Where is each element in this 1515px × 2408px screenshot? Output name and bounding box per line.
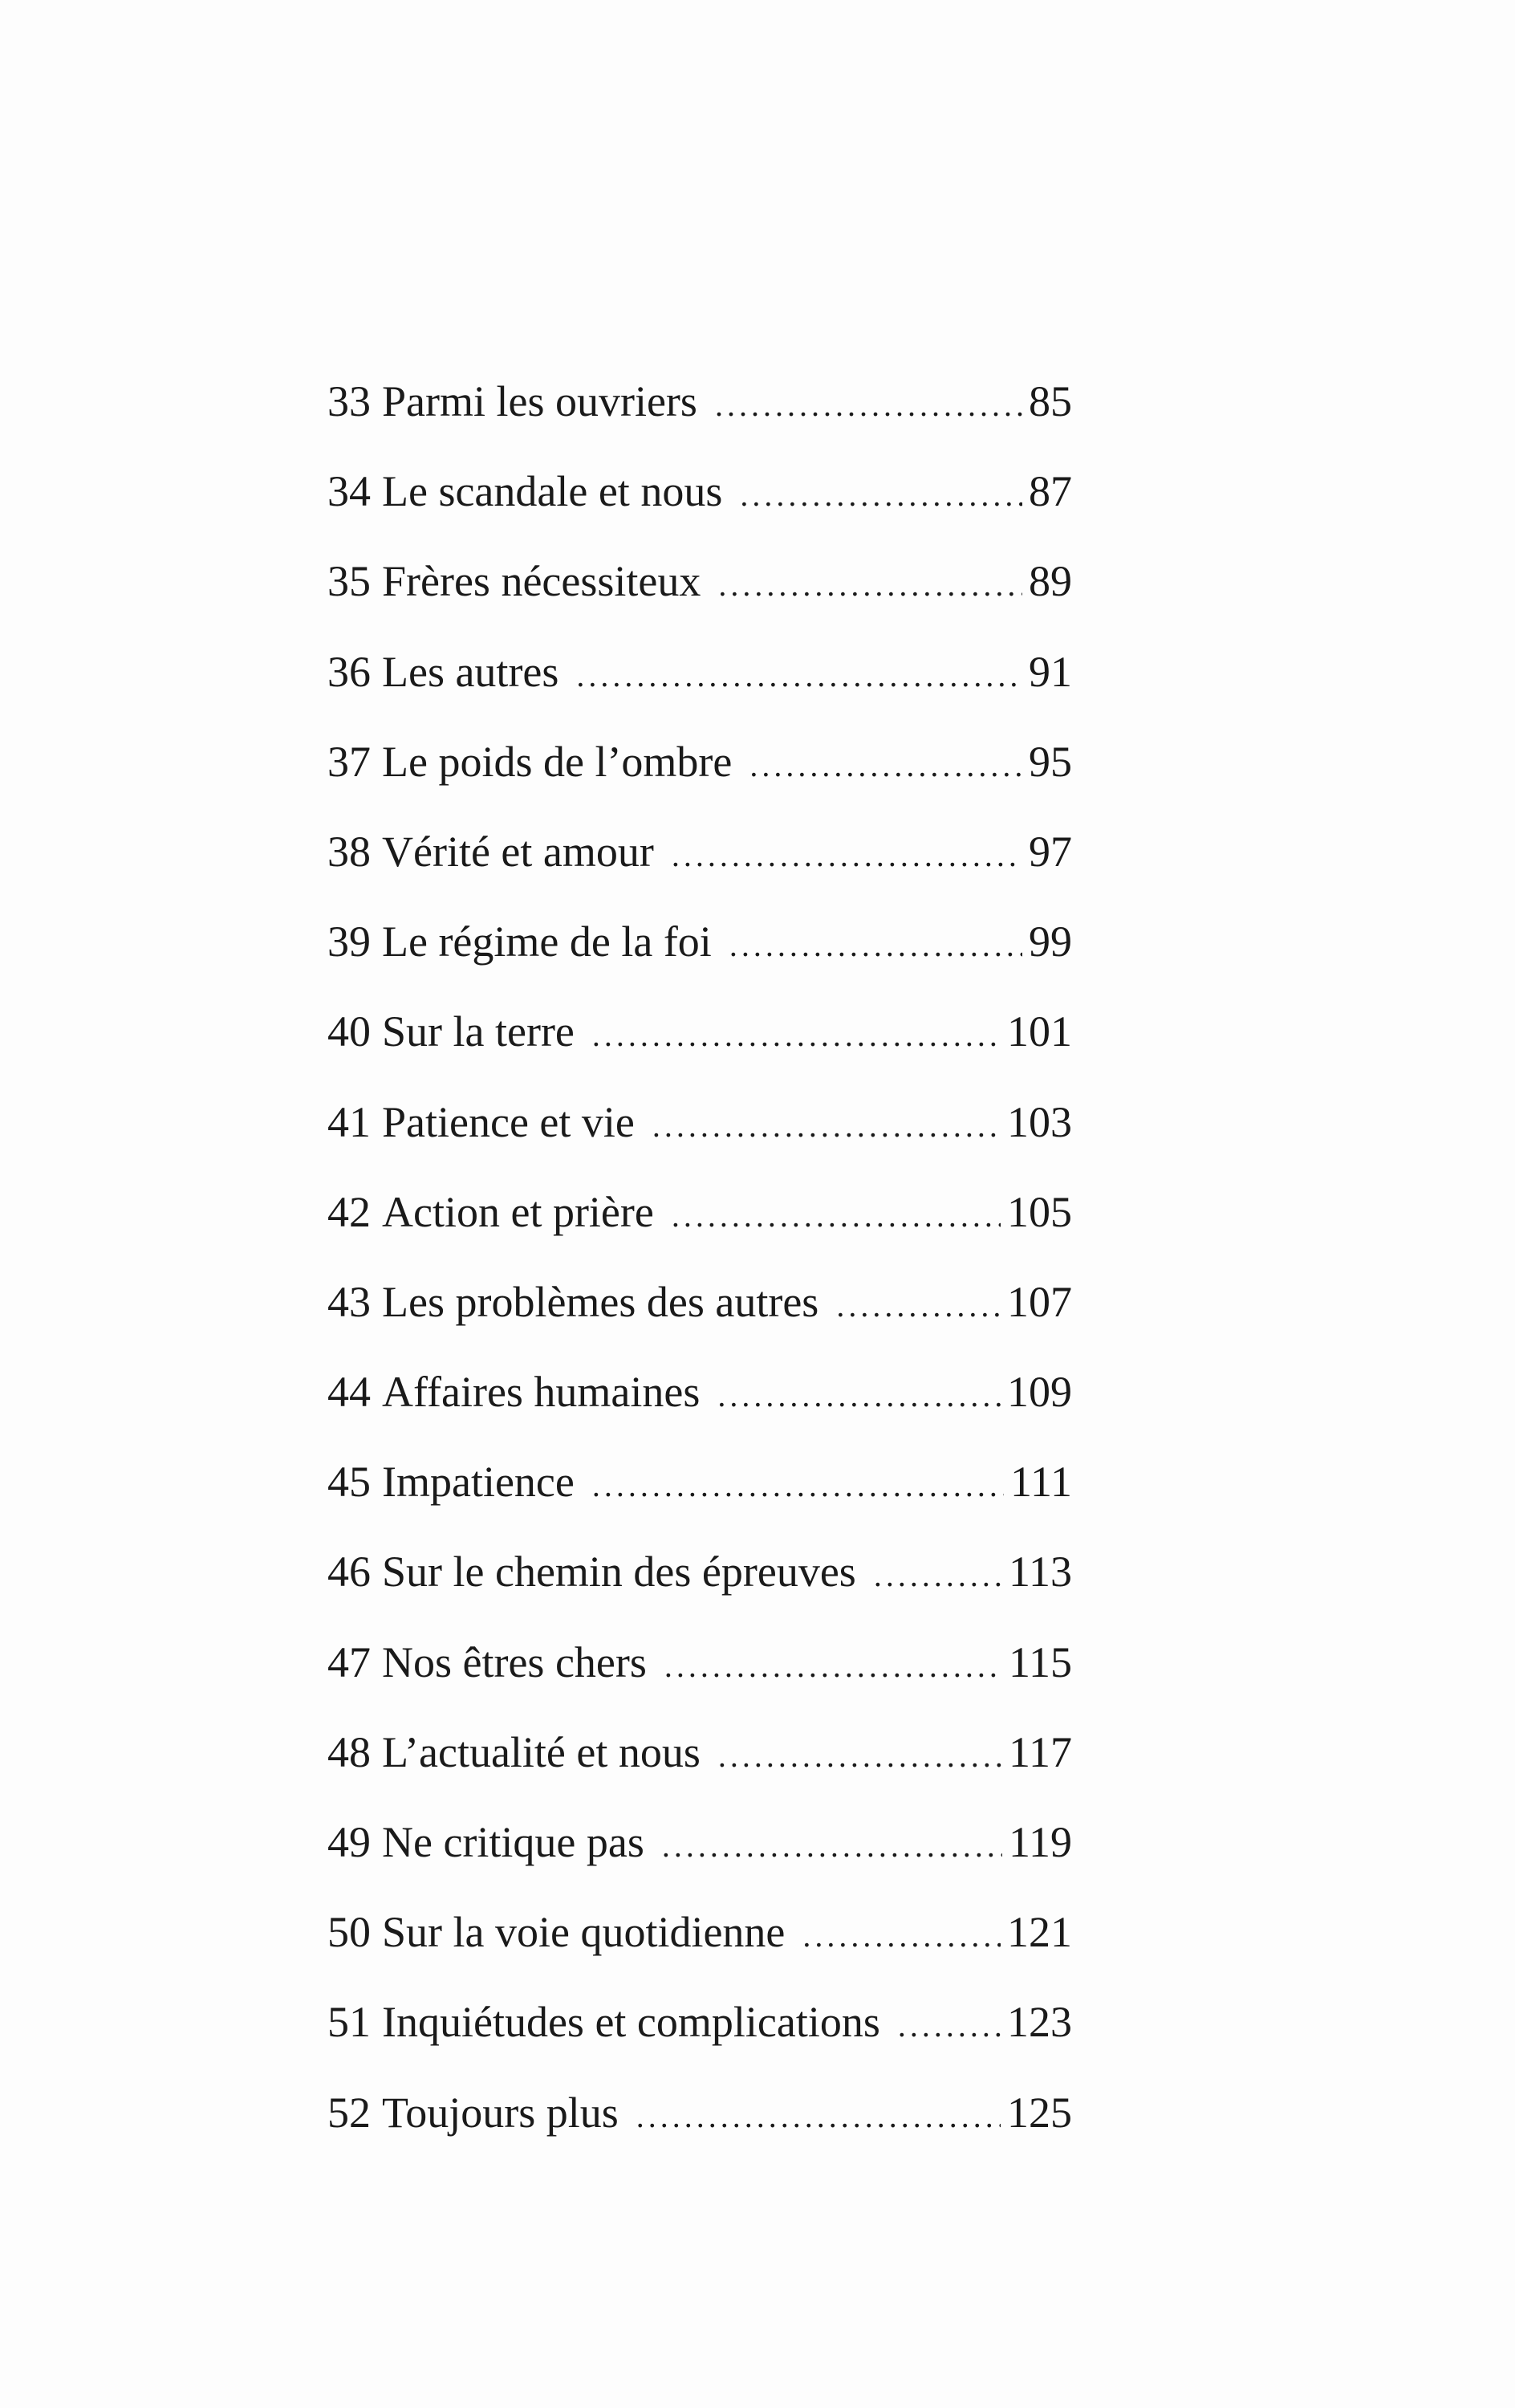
toc-entry-page: 125 [1007, 2088, 1072, 2137]
toc-entry-page: 111 [1010, 1458, 1072, 1507]
toc-entry-number: 38 [327, 827, 371, 876]
dot-leader [729, 921, 1022, 970]
toc-entry-title: Parmi les ouvriers [382, 377, 697, 425]
toc-entry-title: Affaires humaines [382, 1368, 701, 1417]
toc-entry-page: 85 [1029, 377, 1072, 425]
toc-entry [327, 1548, 1072, 1637]
toc-entry-title: Ne critique pas [382, 1818, 644, 1866]
toc-entry-title: Les autres [382, 647, 559, 696]
toc-entry-number: 36 [327, 647, 371, 696]
toc-entry-page: 87 [1029, 467, 1072, 516]
toc-entry-number: 40 [327, 1007, 371, 1056]
dot-leader [664, 1642, 1002, 1690]
dot-leader [672, 1192, 1001, 1240]
toc-entry [327, 1728, 1072, 1818]
toc-entry-title: Impatience [382, 1458, 575, 1507]
dot-leader [874, 1552, 1002, 1600]
toc-entry-page: 115 [1009, 1637, 1072, 1686]
toc-entry-title: Sur le chemin des épreuves [382, 1548, 856, 1597]
toc-entry-number: 42 [327, 1187, 371, 1236]
toc-entry [327, 467, 1072, 557]
toc-entry-page: 107 [1007, 1277, 1072, 1326]
dot-leader [592, 1462, 1004, 1510]
toc-entry [327, 1638, 1072, 1728]
toc-entry-page: 97 [1029, 827, 1072, 876]
toc-entry [327, 1998, 1072, 2088]
toc-entry-number: 49 [327, 1818, 371, 1866]
toc-entry-title: Inquiétudes et complications [382, 1998, 880, 2047]
toc-entry-title: Toujours plus [382, 2088, 619, 2137]
dot-leader [898, 2002, 1001, 2050]
dot-leader [636, 2093, 1001, 2141]
toc-entry-page: 121 [1007, 1908, 1072, 1957]
toc-entry-number: 37 [327, 737, 371, 786]
toc-entry-number: 44 [327, 1368, 371, 1417]
toc-entry-page: 95 [1029, 737, 1072, 786]
toc-entry [327, 1188, 1072, 1278]
toc-entry-title: Sur la voie quotidienne [382, 1908, 786, 1957]
toc-entry-title: Sur la terre [382, 1007, 575, 1056]
dot-leader [749, 742, 1022, 790]
toc-entry-title: Vérité et amour [382, 827, 654, 876]
toc-entry-number: 51 [327, 1998, 371, 2047]
dot-leader [718, 1732, 1002, 1780]
toc-entry-page: 91 [1029, 647, 1072, 696]
toc-entry-number: 33 [327, 377, 371, 425]
dot-leader [740, 471, 1022, 519]
toc-entry-title: Le poids de l’ombre [382, 737, 733, 786]
toc-entry [327, 828, 1072, 917]
toc-entry [327, 377, 1072, 467]
toc-entry-number: 47 [327, 1637, 371, 1686]
toc-entry-number: 50 [327, 1908, 371, 1957]
dot-leader [718, 561, 1022, 609]
dot-leader [662, 1822, 1002, 1870]
toc-entry-page: 123 [1007, 1998, 1072, 2047]
toc-entry-title: Nos êtres chers [382, 1637, 647, 1686]
toc-entry-number: 35 [327, 557, 371, 606]
toc-entry [327, 738, 1072, 828]
toc-entry [327, 648, 1072, 738]
toc-entry-title: Action et prière [382, 1187, 654, 1236]
toc-entry [327, 1007, 1072, 1097]
toc-entry-number: 43 [327, 1277, 371, 1326]
toc-entry-title: Patience et vie [382, 1097, 635, 1146]
dot-leader [652, 1102, 1001, 1150]
toc-entry-page: 119 [1009, 1818, 1072, 1866]
dot-leader [802, 1912, 1001, 1960]
toc-entry-number: 34 [327, 467, 371, 516]
dot-leader [672, 832, 1022, 880]
toc-entry-page: 89 [1029, 557, 1072, 606]
toc-entry-page: 105 [1007, 1187, 1072, 1236]
toc-entry [327, 917, 1072, 1007]
toc-entry [327, 1818, 1072, 1908]
toc-entry-number: 52 [327, 2088, 371, 2137]
toc-entry-number: 39 [327, 917, 371, 966]
toc-entry-title: Le scandale et nous [382, 467, 723, 516]
toc-entry-number: 41 [327, 1097, 371, 1146]
toc-entry-title: Le régime de la foi [382, 917, 712, 966]
dot-leader [717, 1372, 1001, 1420]
toc-entry [327, 1368, 1072, 1458]
toc-entry [327, 1458, 1072, 1548]
table-of-contents [327, 377, 1072, 2178]
toc-entry [327, 1098, 1072, 1188]
dot-leader [576, 652, 1022, 700]
toc-entry-title: L’actualité et nous [382, 1727, 701, 1776]
toc-entry-title: Les problèmes des autres [382, 1277, 819, 1326]
toc-entry-page: 109 [1007, 1368, 1072, 1417]
dot-leader [715, 381, 1022, 429]
toc-entry [327, 557, 1072, 647]
toc-entry [327, 2089, 1072, 2178]
toc-entry-number: 46 [327, 1548, 371, 1597]
toc-entry [327, 1278, 1072, 1368]
toc-entry-page: 117 [1009, 1727, 1072, 1776]
toc-entry-number: 45 [327, 1458, 371, 1507]
toc-entry-number: 48 [327, 1727, 371, 1776]
dot-leader [592, 1011, 1001, 1060]
toc-entry-page: 101 [1007, 1007, 1072, 1056]
toc-entry-page: 103 [1007, 1097, 1072, 1146]
toc-entry-page: 99 [1029, 917, 1072, 966]
toc-entry-page: 113 [1009, 1548, 1072, 1597]
dot-leader [836, 1282, 1001, 1330]
toc-entry [327, 1908, 1072, 1998]
toc-entry-title: Frères nécessiteux [382, 557, 701, 606]
